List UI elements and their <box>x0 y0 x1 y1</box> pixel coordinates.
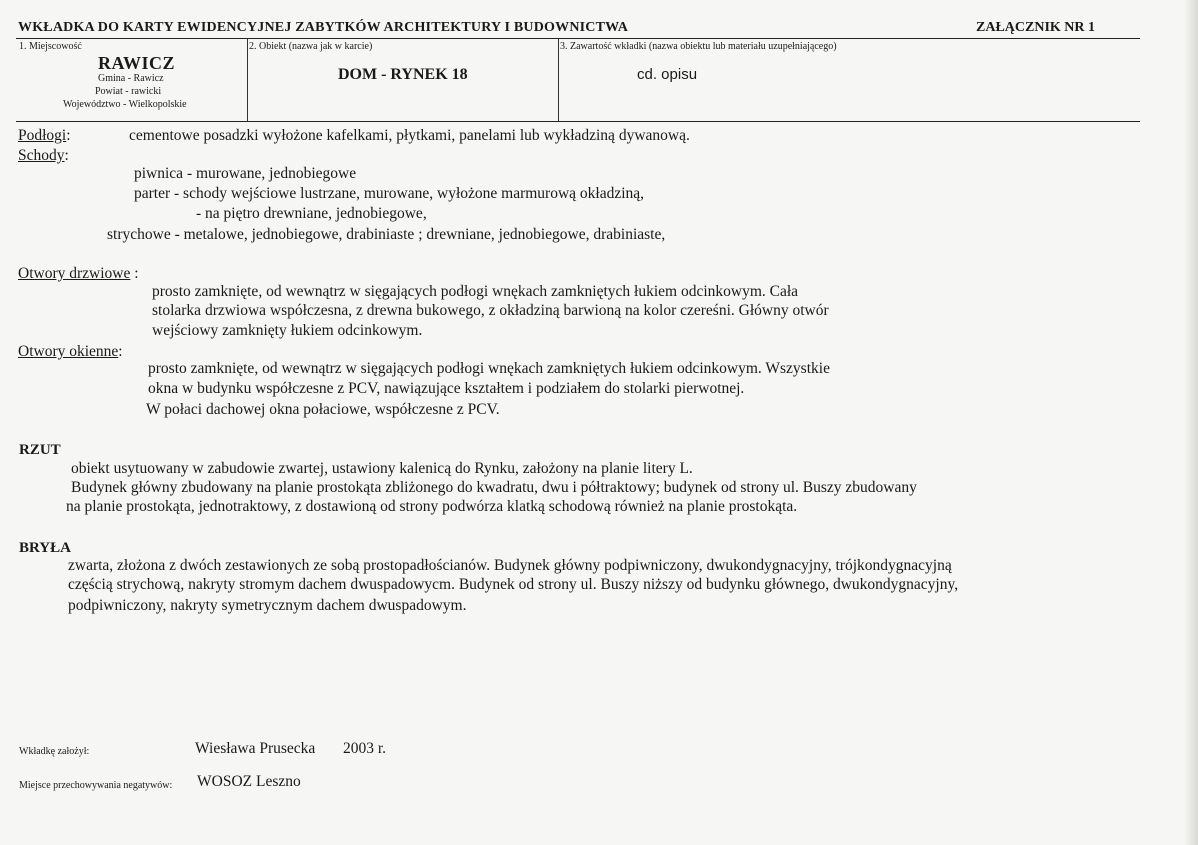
author-name: Wiesława Prusecka <box>195 740 316 757</box>
author-year: 2003 r. <box>343 740 387 757</box>
header-rule <box>16 38 1140 39</box>
okna-line-2: okna w budynku współczesne z PCV, nawiązujące kształtem i podziałem do stolarki pierwotnej. <box>148 380 745 397</box>
podlogi-text: cementowe posadzki wyłożone kafelkami, płytkami, panelami lub wykładziną dywanową. <box>129 127 690 144</box>
rzut-heading: RZUT <box>19 442 61 458</box>
schody-piwnica: piwnica - murowane, jednobiegowe <box>134 165 357 182</box>
powiat: Powiat - rawicki <box>95 86 162 97</box>
annex-label: ZAŁĄCZNIK NR 1 <box>976 20 1096 35</box>
storage-label: Miejsce przechowywania negatywów: <box>19 780 173 791</box>
bryla-line-1: zwarta, złożona z dwóch zestawionych ze sobą prostopadłościanów. Budynek główny podpiwniczony, dwukondygnacyjny, trójkondygnacyjną <box>68 557 952 574</box>
podlogi-label: Podłogi <box>18 127 67 144</box>
drzwi-label: Otwory drzwiowe <box>18 265 131 282</box>
drzwi-line-1: prosto zamknięte, od wewnątrz w sięgających podłogi wnękach zamkniętych łukiem odcinkowym. Cała <box>152 283 799 300</box>
section-drzwi <box>18 265 139 283</box>
scan-edge <box>1184 0 1198 845</box>
section-schody <box>18 147 69 165</box>
okna-line-3: W połaci dachowej okna połaciowe, współczesne z PCV. <box>146 401 500 418</box>
bryla-line-2: częścią strychową, nakryty stromym dachem dwuspadowycm. Budynek od strony ul. Buszy niższy od budynku głównego, dwukondygnacyjny, <box>68 576 959 593</box>
field-divider-2 <box>558 39 559 121</box>
fields-bottom-rule <box>16 121 1140 122</box>
okna-line-1: prosto zamknięte, od wewnątrz w sięgających podłogi wnękach zamkniętych łukiem odcinkowym. Wszystkie <box>148 360 830 377</box>
gmina: Gmina - Rawicz <box>98 73 164 84</box>
wojewodztwo: Województwo - Wielkopolskie <box>63 99 187 110</box>
podlogi-colon: : <box>66 127 71 144</box>
bryla-heading: BRYŁA <box>19 540 71 556</box>
drzwi-line-2: stolarka drzwiowa współczesna, z drewna bukowego, z okładziną barwioną na kolor czereśni. Główny otwór <box>152 302 829 319</box>
city-name: RAWICZ <box>98 53 176 73</box>
drzwi-colon: : <box>130 265 139 282</box>
section-okna <box>18 343 123 361</box>
section-podlogi <box>18 127 71 145</box>
schody-pietro: - na piętro drewniane, jednobiegowe, <box>196 205 427 222</box>
document-title: WKŁADKA DO KARTY EWIDENCYJNEJ ZABYTKÓW ARCHITEKTURY I BUDOWNICTWA <box>18 20 629 35</box>
storage-value: WOSOZ Leszno <box>197 773 301 790</box>
author-label: Wkładkę założył: <box>19 746 90 757</box>
field-divider-1 <box>247 39 248 121</box>
field-1-label: 1. Miejscowość <box>19 41 82 52</box>
schody-label: Schody <box>18 147 65 164</box>
bryla-line-3: podpiwniczony, nakryty symetrycznym dachem dwuspadowym. <box>68 597 467 614</box>
object-name: DOM - RYNEK 18 <box>338 66 468 83</box>
okna-label: Otwory okienne <box>18 343 119 360</box>
field-2-label: 2. Obiekt (nazwa jak w karcie) <box>249 41 373 52</box>
schody-strychowe: strychowe - metalowe, jednobiegowe, drabiniaste ; drewniane, jednobiegowe, drabiniaste, <box>107 226 666 243</box>
rzut-line-2: Budynek główny zbudowany na planie prostokąta zbliżonego do kwadratu, dwu i półtraktowy; budynek od strony ul. Buszy zbudowany <box>71 479 917 496</box>
drzwi-line-3: wejściowy zamknięty łukiem odcinkowym. <box>152 322 423 339</box>
field-3-label: 3. Zawartość wkładki (nazwa obiektu lub materiału uzupełniającego) <box>560 41 837 52</box>
schody-colon: : <box>64 147 69 164</box>
rzut-line-3: na planie prostokąta, jednotraktowy, z dostawioną od strony podwórza klatką schodową również na planie prostokąta. <box>66 498 798 515</box>
schody-parter: parter - schody wejściowe lustrzane, murowane, wyłożone marmurową okładziną, <box>134 185 645 202</box>
contents-value: cd. opisu <box>637 66 698 83</box>
rzut-line-1: obiekt usytuowany w zabudowie zwartej, ustawiony kalenicą do Rynku, założony na planie litery L. <box>71 460 693 477</box>
okna-colon: : <box>118 343 123 360</box>
